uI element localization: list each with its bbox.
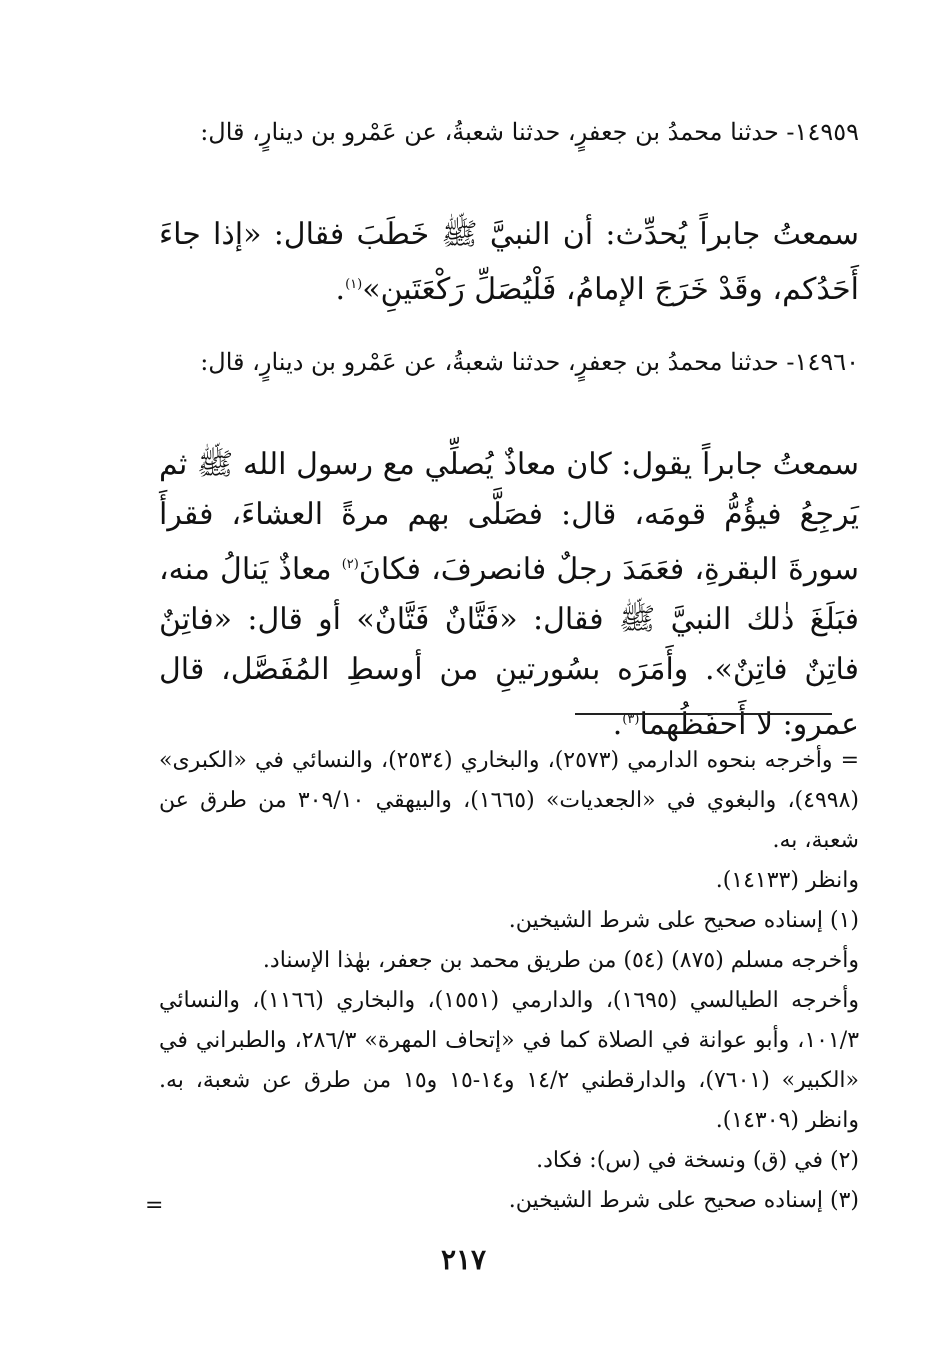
matn-end: . [335,272,346,307]
page-number: ٢١٧ [440,1243,487,1276]
footnote-2: (٢) في (ق) ونسخة في (س): فكاد. [536,1148,859,1173]
matn-text: سمعتُ جابراً يقول: كان معاذٌ يُصلِّي مع رسول الله ﷺ ثم يَرجِعُ فيؤُمُّ قومَه، قال: فصَلَّى بهم مرةً العشاءَ، فقرأَ سورةَ البقرةِ، فعَمَدَ رجلٌ فانصرفَ، فكانَ [159,447,859,587]
footnote-line: وانظر (١٤١٣٣). [715,868,859,893]
matn-text: معاذٌ يَنالُ منه، فبَلَغَ ذٰلك النبيَّ ﷺ فقال: «فَتَّانٌ فَتَّانٌ» أو قال: «فاتِنٌ فاتِنٌ فاتِنٌ». وأَمَرَه بسُورتينِ من أوسطِ المُفَصَّل، قال عمرو: لا أَحفَظُهما [159,552,859,742]
footnote-ref: (٣) [622,712,640,727]
continuation-marker: = [145,1193,164,1218]
hadith-matn-14959 [159,210,859,315]
footnote-ref: (٢) [341,557,359,572]
footnote-3: (٣) إسناده صحيح على شرط الشيخين. [508,1188,859,1213]
footnote-separator [575,713,832,715]
matn-text: سمعتُ جابراً يُحدِّث: أن النبيَّ ﷺ خَطَبَ فقال: «إذا جاءَ أَحَدُكم، وقَدْ خَرَجَ الإمامُ، فَلْيُصَلِّ رَكْعَتَينِ» [159,217,859,307]
footnote-line: وأخرجه مسلم (٨٧٥) (٥٤) من طريق محمد بن جعفر، بهٰذا الإسناد. [262,948,859,973]
matn-end: . [612,707,623,742]
footnote-continued: = وأخرجه بنحوه الدارمي (٢٥٧٣)، والبخاري (٢٥٣٤)، والنسائي في «الكبرى» (٤٩٩٨)، والبغوي في «الجعديات» (١٦٦٥)، والبيهقي ٣٠٩/١٠ من طرق عن شعبة، به. [159,748,860,853]
footnote-line: وأخرجه الطيالسي (١٦٩٥)، والدارمي (١٥٥١)، والبخاري (١١٦٦)، والنسائي ١٠١/٣، وأبو عوانة في الصلاة كما في «إتحاف المهرة» ٢٨٦/٣، والطبراني في «الكبير» (٧٦٠١)، والدارقطني ١٤/٢ و١٤-١٥ و١٥ من طرق عن شعبة، به. وانظر (١٤٣٠٩). [159,988,860,1133]
hadith-isnad-14960: ١٤٩٦٠- حدثنا محمدُ بن جعفرٍ، حدثنا شعبةُ، عن عَمْرو بن دينارٍ، قال: [200,348,859,376]
hadith-matn-14960 [159,440,859,750]
footnote-ref: (١) [345,277,363,292]
hadith-isnad-14959: ١٤٩٥٩- حدثنا محمدُ بن جعفرٍ، حدثنا شعبةُ، عن عَمْرو بن دينارٍ، قال: [200,118,859,146]
footnote-1: (١) إسناده صحيح على شرط الشيخين. [508,908,859,933]
